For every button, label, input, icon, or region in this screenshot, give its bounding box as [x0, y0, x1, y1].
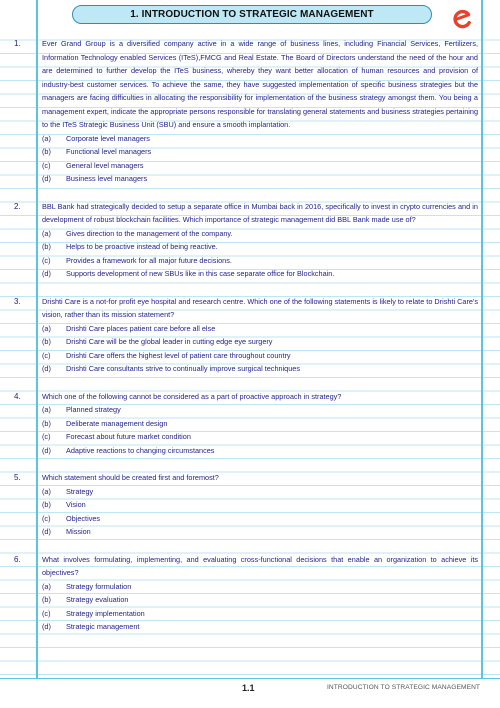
option-text: Drishti Care places patient care before all else — [66, 323, 216, 333]
option-b — [42, 240, 478, 254]
option-d — [42, 267, 478, 281]
question-number: 5. — [14, 473, 21, 482]
option-text: Objectives — [66, 513, 101, 523]
question-text: Which statement should be created first and foremost? — [42, 473, 219, 482]
option-a — [42, 485, 478, 499]
option-text: Deliberate management design — [66, 418, 168, 428]
option-b — [42, 335, 478, 349]
chapter-title: 1. INTRODUCTION TO STRATEGIC MANAGEMENT — [72, 5, 432, 24]
question-number: 2. — [14, 201, 21, 211]
option-text: Drishti Care will be the global leader in cutting edge eye surgery — [66, 337, 273, 346]
option-letter: (b) — [42, 500, 51, 509]
option-a — [42, 227, 478, 241]
question-text: Ever Grand Group is a diversified company active in a wide range of business lines, including Financial Services, Fertilizers, Information Technology enabled Services (ITeS),FMCG and Real Estate. The Board of Directors understand the need of the hour and are determined to further develop the ITeS business, whereby they want better allocation of human resources and provision of industry-best customer services. To achieve the same, they have suggested implementation of specific business strategies but the managers are facing difficulties in allocating the responsibility for implementation of the business strategy amongst them. You being a management expert, indicate the appropriate persons responsible for translating general statements and business strategies pertaining to the ITeS Strategic Business Unit (SBU) and ensure a smooth implantation. — [42, 39, 478, 129]
question-text: What involves formulating, implementing, and evaluating cross-functional decisions that enable an organization to achieve its objectives? — [42, 554, 478, 577]
question-text: BBL Bank had strategically decided to setup a separate office in Mumbai back in 2016, specifically to invest in crypto currencies and in development of robust blockchain facilities. Which importance of strategic management did BBL Bank made use of? — [42, 201, 478, 224]
option-letter: (d) — [42, 622, 51, 631]
option-text: General level managers — [66, 160, 144, 170]
option-letter: (d) — [42, 364, 51, 373]
option-text: Corporate level managers — [66, 133, 150, 143]
question-5 — [0, 471, 500, 539]
option-letter: (d) — [42, 527, 51, 536]
option-text: Gives direction to the management of the company. — [66, 228, 233, 238]
question-number: 3. — [14, 296, 21, 306]
question-3 — [0, 295, 500, 376]
option-c — [42, 512, 478, 526]
option-letter: (b) — [42, 242, 51, 251]
question-6 — [0, 553, 500, 634]
option-b — [42, 417, 478, 431]
option-a — [42, 580, 478, 594]
option-d — [42, 172, 478, 186]
question-2 — [0, 200, 500, 281]
question-number: 6. — [14, 554, 21, 564]
option-text: Strategy evaluation — [66, 595, 129, 604]
option-c — [42, 430, 478, 444]
option-b — [42, 593, 478, 607]
option-a — [42, 322, 478, 336]
option-text: Adaptive reactions to changing circumstances — [66, 445, 215, 455]
option-letter: (c) — [42, 350, 51, 360]
option-letter: (b) — [42, 418, 51, 428]
option-c — [42, 607, 478, 621]
option-c — [42, 349, 478, 363]
option-d — [42, 444, 478, 458]
question-list — [0, 37, 500, 648]
question-number: 1. — [14, 39, 21, 48]
question-text: Drishti Care is a not-for profit eye hospital and research centre. Which one of the following statements is likely to relate to Drishti Care's vision, rather than its mission statement? — [42, 296, 478, 319]
option-letter: (a) — [42, 405, 51, 414]
option-letter: (c) — [42, 608, 51, 618]
option-letter: (b) — [42, 337, 51, 346]
option-b — [42, 498, 478, 512]
option-text: Strategic management — [66, 622, 140, 631]
option-text: Mission — [66, 527, 91, 536]
option-text: Provides a framework for all major future decisions. — [66, 255, 232, 265]
question-number: 4. — [14, 391, 21, 401]
page-number: 1.1 — [242, 683, 255, 693]
option-letter: (d) — [42, 174, 51, 183]
option-a — [42, 403, 478, 417]
option-text: Drishti Care consultants strive to continually improve surgical techniques — [66, 364, 301, 373]
question-1 — [0, 37, 500, 186]
option-a — [42, 132, 478, 146]
option-letter: (c) — [42, 432, 51, 441]
option-c — [42, 254, 478, 268]
option-letter: (d) — [42, 269, 51, 278]
e-logo-icon — [451, 8, 473, 30]
option-letter: (b) — [42, 595, 51, 604]
option-text: Vision — [66, 500, 86, 509]
option-text: Strategy — [66, 486, 94, 496]
option-letter: (a) — [42, 228, 51, 238]
option-letter: (a) — [42, 133, 51, 143]
option-text: Forecast about future market condition — [66, 432, 191, 441]
option-letter: (a) — [42, 486, 51, 496]
option-d — [42, 362, 478, 376]
option-letter: (d) — [42, 445, 51, 455]
option-c — [42, 159, 478, 173]
option-text: Helps to be proactive instead of being reactive. — [66, 242, 218, 251]
option-d — [42, 620, 478, 634]
footer-title: INTRODUCTION TO STRATEGIC MANAGEMENT — [327, 684, 481, 691]
option-letter: (c) — [42, 255, 51, 265]
option-d — [42, 525, 478, 539]
option-letter: (c) — [42, 513, 51, 523]
option-letter: (a) — [42, 323, 51, 333]
option-text: Strategy implementation — [66, 608, 145, 618]
option-text: Functional level managers — [66, 147, 152, 156]
option-text: Strategy formulation — [66, 581, 132, 591]
question-4 — [0, 390, 500, 458]
question-text: Which one of the following cannot be considered as a part of proactive approach in strategy? — [42, 391, 342, 401]
option-letter: (a) — [42, 581, 51, 591]
option-text: Supports development of new SBUs like in this case separate office for Blockchain. — [66, 269, 335, 278]
option-letter: (c) — [42, 160, 51, 170]
option-b — [42, 145, 478, 159]
option-letter: (b) — [42, 147, 51, 156]
option-text: Drishti Care offers the highest level of patient care throughout country — [66, 350, 291, 360]
option-text: Planned strategy — [66, 405, 121, 414]
option-text: Business level managers — [66, 174, 148, 183]
